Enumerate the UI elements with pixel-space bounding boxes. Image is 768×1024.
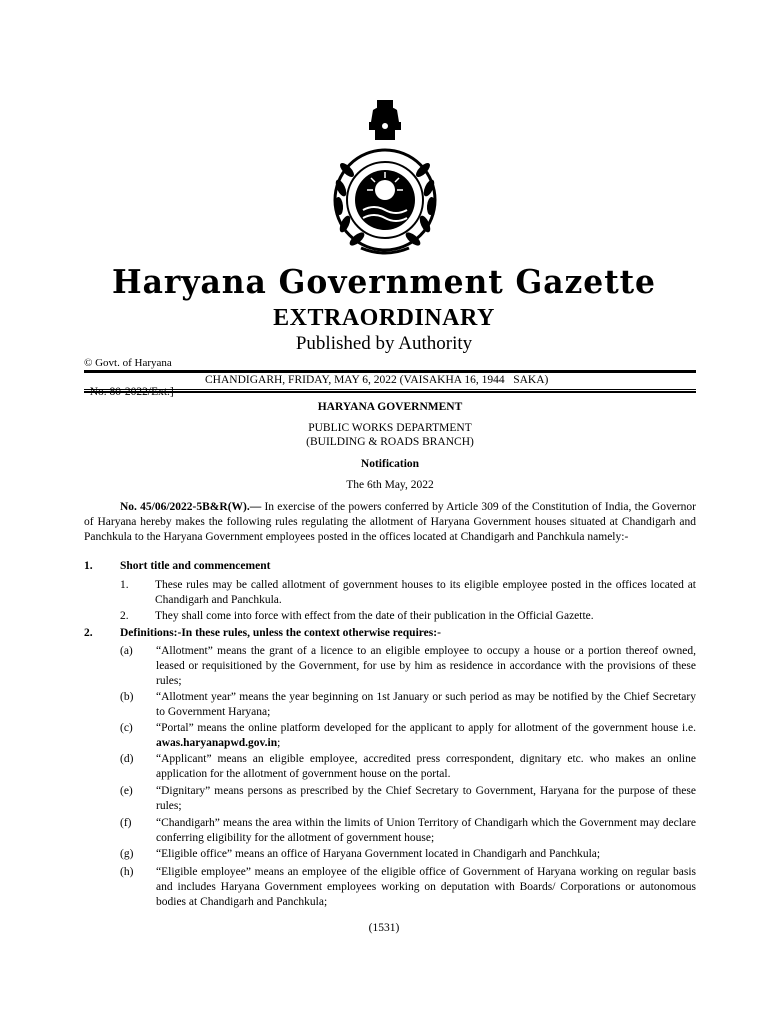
- issue-rule-bottom: [84, 391, 696, 393]
- item-label: (h): [120, 866, 134, 878]
- masthead-rule: [84, 370, 696, 373]
- item-text: “Allotment” means the grant of a licence to an eligible employee to occupy a house or a portion thereof owned, leased or requisitioned by the Government, for use by him as residence in accordance with the provisions of these rules;: [156, 645, 696, 687]
- gazette-subtitle: EXTRAORDINARY: [273, 305, 495, 331]
- item-label: (d): [120, 753, 134, 765]
- issue-rule-top: [84, 389, 696, 390]
- page-number: (1531): [368, 922, 400, 934]
- item-label: (a): [120, 645, 133, 657]
- emblem-icon: [331, 98, 439, 258]
- department-name: PUBLIC WORKS DEPARTMENT: [308, 422, 472, 434]
- notification-number: No. 45/06/2022-5B&R(W).—: [120, 501, 262, 513]
- item-label: (e): [120, 785, 133, 797]
- section-title: Short title and commencement: [120, 560, 271, 572]
- item-text: They shall come into force with effect from the date of their publication in the Official Gazette.: [155, 610, 594, 622]
- item-label: (f): [120, 817, 132, 829]
- item-label: (g): [120, 848, 134, 860]
- haryana-emblem: [331, 98, 439, 258]
- item-label: 1.: [120, 579, 129, 591]
- preamble: [84, 500, 696, 544]
- notification-date: The 6th May, 2022: [346, 479, 434, 491]
- item-text-main: “Portal” means the online platform developed for the applicant to apply for allotment of the government house i.e.: [156, 722, 696, 734]
- item-text: “Allotment year” means the year beginning on 1st January or such period as may be notified by the Chief Secretary to Government Haryana;: [156, 691, 696, 718]
- gazette-title: Haryana Government Gazette: [112, 262, 656, 301]
- portal-address: awas.haryanapwd.gov.in: [156, 736, 278, 749]
- section-title: Definitions:-In these rules, unless the context otherwise requires:-: [120, 627, 441, 639]
- notification-heading: Notification: [360, 458, 420, 470]
- gazette-tagline: Published by Authority: [295, 333, 473, 354]
- item-text: These rules may be called allotment of government houses to its eligible employee posted in the offices located at Chandigarh and Panchkula.: [155, 579, 696, 606]
- branch-name: (BUILDING & ROADS BRANCH): [306, 436, 474, 448]
- item-text: “Applicant” means an eligible employee, accredited press correspondent, dignitary etc. who makes an online application for the allotment of government house on the portal.: [156, 753, 696, 780]
- item-text: “Eligible employee” means an employee of the eligible office of Government of Haryana working on regular basis and includes Haryana Government employees working on deputation with Boards/ Corporations or autonomous bodies at Chandigarh and Panchkula;: [156, 866, 696, 908]
- section-number: 2.: [84, 627, 93, 639]
- section-number: 1.: [84, 560, 93, 572]
- government-name: HARYANA GOVERNMENT: [317, 401, 463, 413]
- item-label: 2.: [120, 610, 129, 622]
- item-text: “Chandigarh” means the area within the limits of Union Territory of Chandigarh which the Government may declare conferring eligibility for the allotment of government house;: [156, 817, 696, 844]
- item-label: (b): [120, 691, 134, 703]
- preamble-text: In exercise of the powers conferred by Article 309 of the Constitution of India, the Governor of Haryana hereby makes the following rules regulating the allotment of Haryana Government houses situated at Chandigarh and Panchkula to the Haryana Government employees posted in the offices located at Chandigarh and Panchkula namely:-: [84, 501, 696, 543]
- item-text: “Eligible office” means an office of Haryana Government located in Chandigarh and Panchkula;: [156, 848, 601, 860]
- item-label: (c): [120, 722, 133, 734]
- item-text: “Dignitary” means persons as prescribed by the Chief Secretary to Government, Haryana for the purpose of these rules;: [156, 785, 696, 812]
- copyright-notice: © Govt. of Haryana: [84, 357, 172, 369]
- issue-date: CHANDIGARH, FRIDAY, MAY 6, 2022 (VAISAKHA 16, 1944 SAKA): [205, 374, 549, 386]
- item-text-tail: ;: [277, 736, 281, 749]
- item-text: [156, 721, 696, 751]
